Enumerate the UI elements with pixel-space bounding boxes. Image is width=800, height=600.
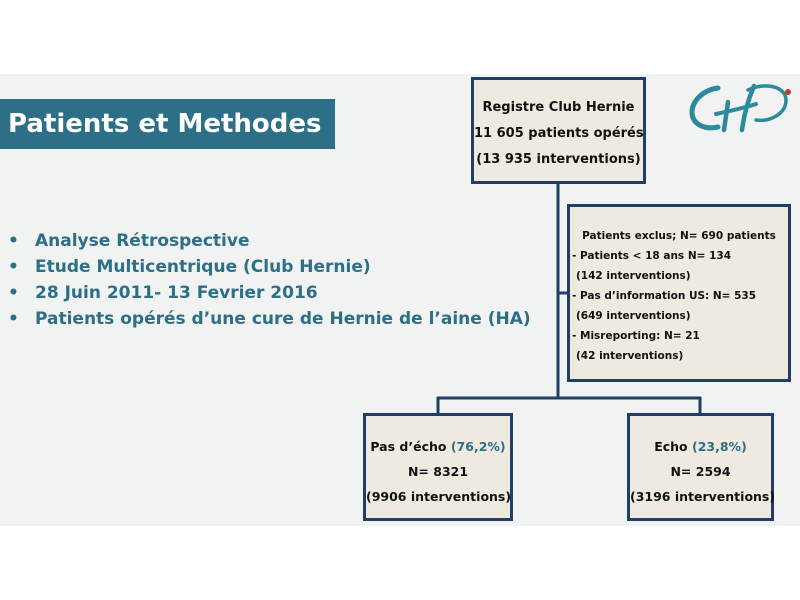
bullet-dot-icon: • (8, 257, 19, 277)
echo-interventions: (3196 interventions) (630, 489, 776, 504)
excluded-item-label: - Patients < 18 ans N= 134 (572, 250, 731, 262)
ch-logo-icon (688, 80, 794, 134)
logo-h-left (724, 102, 728, 130)
echo-box (627, 413, 774, 521)
no-echo-label: Pas d’écho (370, 439, 447, 454)
excluded-item-detail: (42 interventions) (576, 350, 684, 362)
excluded-box (567, 204, 791, 382)
echo-percent: (23,8%) (692, 439, 747, 454)
excluded-item-label: - Misreporting: N= 21 (572, 330, 700, 342)
no-echo-count: N= 8321 (407, 464, 469, 479)
echo-heading (630, 434, 771, 459)
logo-dot (785, 89, 791, 95)
excluded-item-label: - Pas d’information US: N= 535 (572, 290, 757, 302)
bullet-text: 28 Juin 2011- 13 Fevrier 2016 (35, 283, 318, 303)
registry-title: Registre Club Hernie (482, 100, 635, 115)
no-echo-box (363, 413, 513, 521)
registry-interventions: (13 935 interventions) (476, 152, 641, 167)
bullet-dot-icon: • (8, 231, 19, 251)
bullet-dot-icon: • (8, 283, 19, 303)
no-echo-interventions: (9906 interventions) (366, 489, 512, 504)
bullet-dot-icon: • (8, 309, 19, 329)
excluded-item-detail: (142 interventions) (576, 270, 691, 282)
no-echo-percent: (76,2%) (450, 439, 506, 454)
slide-title: Patients et Methodes (0, 99, 335, 149)
no-echo-heading (366, 434, 510, 459)
bullet-text: Analyse Rétrospective (35, 231, 250, 251)
echo-count: N= 2594 (670, 464, 731, 479)
registry-patients: 11 605 patients opérés (474, 126, 644, 141)
logo-c-stroke (692, 88, 718, 128)
echo-label: Echo (654, 439, 688, 454)
excluded-header: Patients exclus; N= 690 patients (582, 230, 776, 242)
logo-h-bar (716, 104, 756, 114)
excluded-item-detail: (649 interventions) (576, 310, 691, 322)
bullet-text: Etude Multicentrique (Club Hernie) (35, 257, 371, 277)
bullet-text: Patients opérés d’une cure de Hernie de l’aine (HA) (35, 309, 531, 329)
registry-box (471, 77, 646, 184)
